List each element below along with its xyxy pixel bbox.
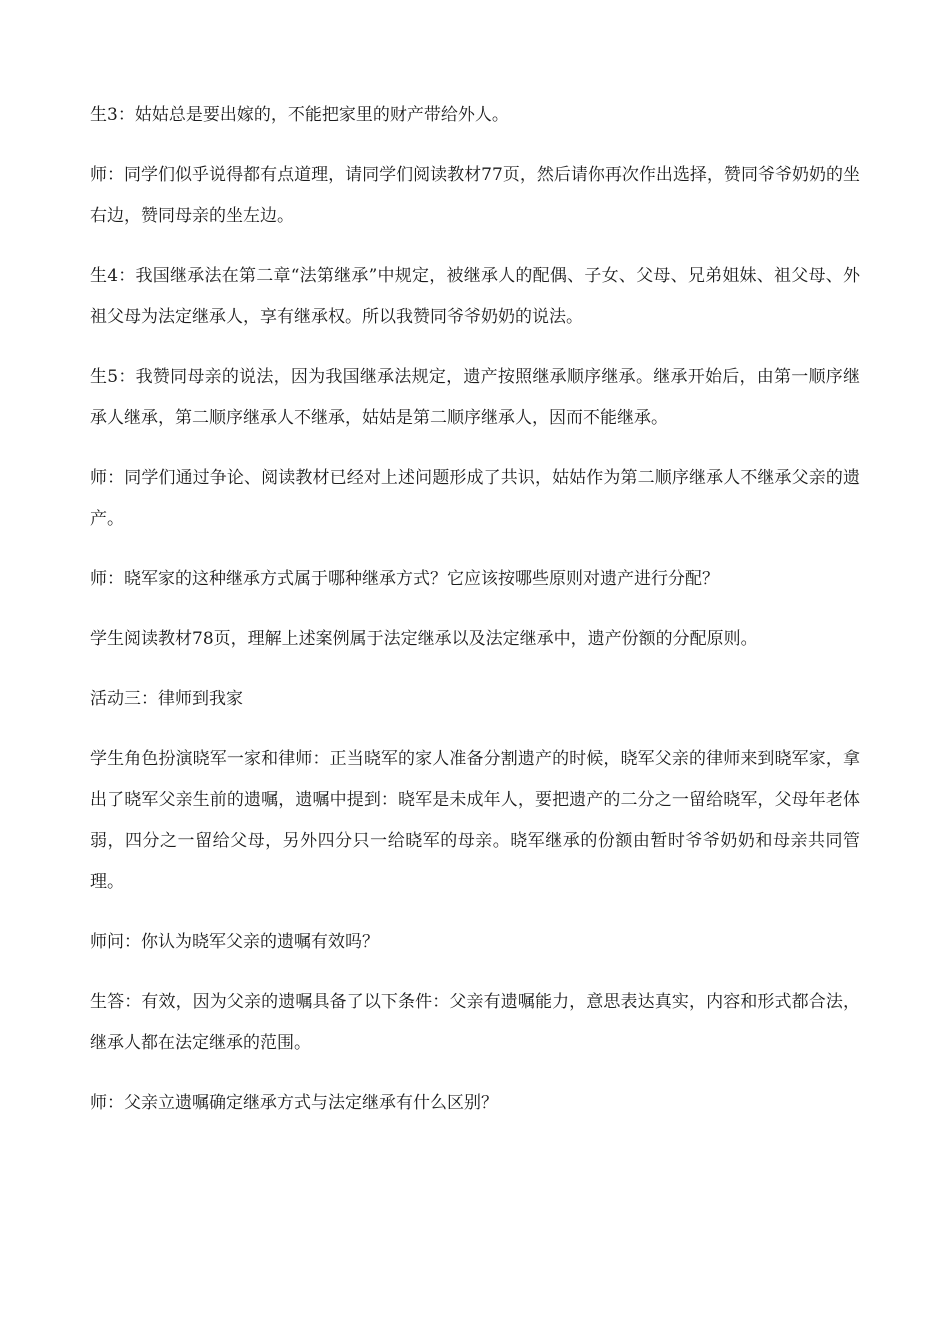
paragraph-role-play: 学生角色扮演晓军一家和律师：正当晓军的家人准备分割遗产的时候，晓军父亲的律师来到晓军家，拿出了晓军父亲生前的遗嘱，遗嘱中提到：晓军是未成年人，要把遗产的二分之一留给晓军，父母年老体弱，四分之一留给父母，另外四分只一给晓军的母亲。晓军继承的份额由暂时爷爷奶奶和母亲共同管理。 [90,749,860,892]
paragraph-student-answers: 生答：有效，因为父亲的遗嘱具备了以下条件：父亲有遗嘱能力，意思表达真实，内容和形式都合法，继承人都在法定继承的范围。 [90,992,860,1053]
activity-heading: 活动三：律师到我家 [90,689,243,709]
paragraph-student-3: 生3：姑姑总是要出嫁的，不能把家里的财产带给外人。 [90,105,509,125]
document-body [90,95,860,1124]
paragraph-student-4: 生4：我国继承法在第二章“法第继承”中规定，被继承人的配偶、子女、父母、兄弟姐妹、祖父母、外祖父母为法定继承人，享有继承权。所以我赞同爷爷奶奶的说法。 [90,266,860,327]
paragraph-teacher-read-page-77: 师：同学们似乎说得都有点道理，请同学们阅读教材77页，然后请你再次作出选择，赞同爷爷奶奶的坐右边，赞同母亲的坐左边。 [90,165,860,226]
paragraph-student-5: 生5：我赞同母亲的说法，因为我国继承法规定，遗产按照继承顺序继承。继承开始后，由第一顺序继承人继承，第二顺序继承人不继承，姑姑是第二顺序继承人，因而不能继承。 [90,367,860,428]
paragraph-teacher-question: 师：晓军家的这种继承方式属于哪种继承方式？它应该按哪些原则对遗产进行分配？ [90,569,719,589]
paragraph-teacher-asks: 师问：你认为晓军父亲的遗嘱有效吗？ [90,932,379,952]
paragraph-teacher-consensus: 师：同学们通过争论、阅读教材已经对上述问题形成了共识，姑姑作为第二顺序继承人不继承父亲的遗产。 [90,468,860,529]
paragraph-student-read-page-78: 学生阅读教材78页，理解上述案例属于法定继承以及法定继承中，遗产份额的分配原则。 [90,629,758,649]
paragraph-teacher-final-question: 师：父亲立遗嘱确定继承方式与法定继承有什么区别？ [90,1093,498,1113]
